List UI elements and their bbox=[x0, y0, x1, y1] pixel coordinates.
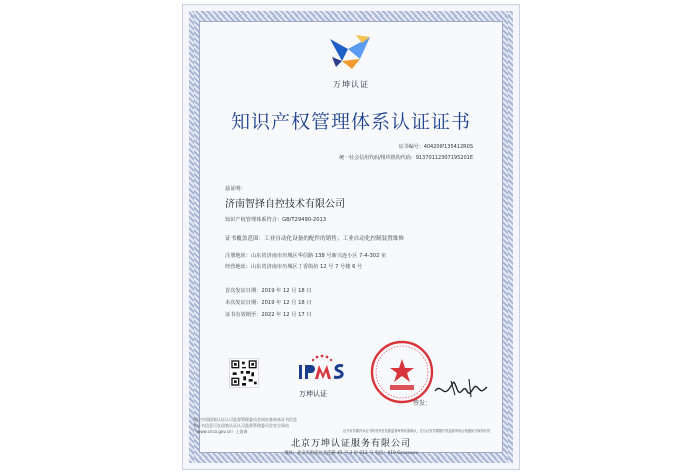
signature-icon bbox=[431, 375, 491, 401]
ipms-caption: 万坤认证 bbox=[299, 390, 327, 398]
first-issue-date: 首次发证日期：2019 年 12 月 18 日 bbox=[225, 288, 312, 294]
this-issue-date: 本次发证日期：2019 年 12 月 18 日 bbox=[225, 300, 312, 306]
registered-address: 注册地址：山东省济南市历城区华信路 138 号新兴连小区 7-4-302 室 bbox=[225, 253, 387, 259]
operating-address: 经营地址：山东省济南市历城区丁香街坊 12 号 7 号楼 6 号 bbox=[225, 264, 363, 270]
standard-line: 知识产权管理体系符合：GB/T29490-2013 bbox=[225, 217, 327, 223]
footnote-4: 证书有效期内本证书的有效性依据监督审核结果确认，在认证有效期限内凭监督审核合格通知书保持有效 bbox=[343, 429, 491, 433]
organization-address: 地址：北京市海淀区北洼路 45 号 3 层 012 号 电话：010-6xxxxxxx bbox=[284, 451, 418, 456]
certificate-title: 知识产权管理体系认证证书 bbox=[230, 111, 471, 133]
certificate-number: 证书编号：40420IP135412R0S bbox=[398, 144, 473, 150]
company-seal-icon bbox=[369, 339, 435, 405]
qr-code-icon bbox=[229, 358, 259, 388]
brand-name: 万坤认证 bbox=[333, 80, 369, 89]
scope-line: 证书覆盖范围：工业自动化设备的配件的销售；工业自动化控制装置维修 bbox=[225, 236, 405, 242]
holder-label: 兹证明： bbox=[225, 186, 246, 192]
company-name: 济南智择自控技术有限公司 bbox=[225, 199, 345, 210]
expiry-date: 证书有效期至：2022 年 12 月 17 日 bbox=[225, 312, 312, 318]
issuing-organization: 北京万坤认证服务有限公司 bbox=[290, 439, 411, 449]
certificate bbox=[182, 4, 520, 470]
issuer-label: 签发： bbox=[413, 400, 432, 407]
wankun-logo-icon bbox=[322, 31, 382, 71]
footnote-1: 通过中国国家认证认可监督管理委员会网站查询本证书信息 bbox=[193, 417, 297, 422]
footnote-2: 本证书信息可在国家认证认可监督管理委员会官方网站 bbox=[193, 423, 289, 428]
ipms-logo-icon bbox=[295, 354, 353, 384]
footnote-3: （www.cnca.gov.cn）上查询 bbox=[193, 429, 248, 434]
credit-code: 统一社会信用代码/组织机构代码：91370112307195201E bbox=[339, 155, 473, 161]
